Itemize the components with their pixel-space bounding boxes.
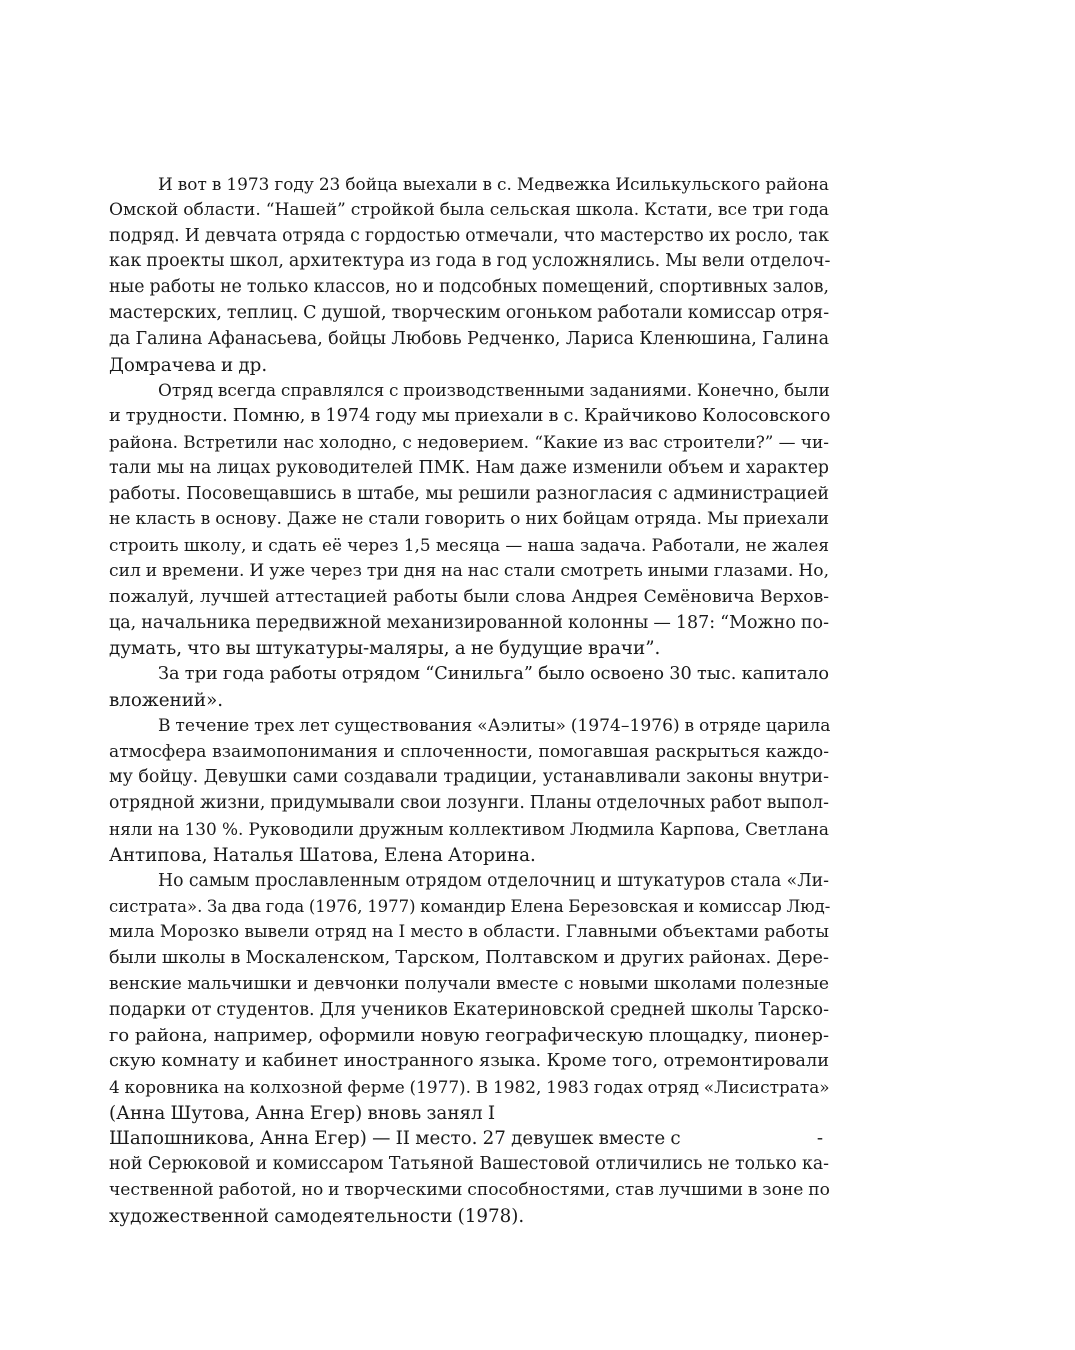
text-line-content: Шапошникова, Анна Егер) — II место. 27 девушек вместе с bbox=[109, 1128, 681, 1150]
text-line: работы. Посовещавшись в штабе, мы решили разногласия с администрацией bbox=[109, 483, 829, 504]
text-line: не класть в основу. Даже не стали говорить о них бойцам отряда. Мы приехали bbox=[109, 509, 829, 530]
text-line: Отряд всегда справлялся с производственными заданиями. Конечно, были bbox=[158, 380, 830, 401]
text-line: 4 коровника на колхозной ферме (1977). В 1982, 1983 годах отряд «Лисистрата» bbox=[109, 1076, 830, 1097]
paragraph-2 bbox=[109, 378, 829, 662]
text-line: венские мальчишки и девчонки получали вместе с новыми школами полезные bbox=[109, 973, 829, 994]
text-line: Домрачева и др. bbox=[109, 354, 268, 376]
text-line: ной Серюковой и комиссаром Татьяной Вашестовой отличились не только ка- bbox=[109, 1154, 829, 1175]
text-line: как проекты школ, архитектура из года в год усложнялись. Мы вели отделоч- bbox=[109, 251, 831, 272]
text-line: чественной работой, но и творческими способностями, став лучшими в зоне по bbox=[109, 1180, 830, 1201]
text-line: Омской области. “Нашей” стройкой была сельская школа. Кстати, все три года bbox=[109, 199, 829, 220]
text-line: мила Морозко вывели отряд на I место в области. Главными объектами работы bbox=[109, 922, 829, 943]
text-line: мастерских, теплиц. С душой, творческим огоньком работали комиссар отря- bbox=[109, 302, 830, 323]
paragraph-3 bbox=[109, 662, 829, 714]
text-line: За три года работы отрядом “Синильга” было освоено 30 тыс. капитало bbox=[158, 664, 829, 685]
text-line: подряд. И девчата отряда с гордостью отмечали, что мастерство их росло, так bbox=[109, 225, 829, 246]
paragraph-4 bbox=[109, 714, 829, 869]
text-line: тали мы на лицах руководителей ПМК. Нам даже изменили объем и характер bbox=[109, 457, 829, 478]
text-line: строить школу, и сдать её через 1,5 месяца — наша задача. Работали, не жалея bbox=[109, 535, 829, 556]
stray-hyphen: - bbox=[816, 1128, 823, 1150]
text-line: пожалуй, лучшей аттестацией работы были слова Андрея Семёновича Верхов- bbox=[109, 586, 829, 607]
text-line: были школы в Москаленском, Тарском, Полтавском и других районах. Дере- bbox=[109, 947, 829, 968]
text-line: И вот в 1973 году 23 бойца выехали в с. Медвежка Исилькульского района bbox=[158, 174, 829, 194]
text-line: сил и времени. И уже через три дня на нас стали смотреть иными глазами. Но, bbox=[109, 560, 829, 581]
text-line: вложений». bbox=[109, 689, 224, 711]
text-line: художественной самодеятельности (1978). bbox=[109, 1205, 525, 1227]
text-line: и трудности. Помню, в 1974 году мы приехали в с. Крайчиково Колосовского bbox=[109, 406, 831, 427]
text-line: ные работы не только классов, но и подсобных помещений, спортивных залов, bbox=[109, 277, 829, 298]
text-line: Антипова, Наталья Шатова, Елена Аторина. bbox=[109, 844, 536, 866]
text-line: (Анна Шутова, Анна Егер) вновь занял I bbox=[109, 1102, 496, 1124]
paragraph-5 bbox=[109, 869, 829, 1230]
text-line: атмосфера взаимопонимания и сплоченности, помогавшая раскрыться каждо- bbox=[109, 741, 829, 762]
text-line: района. Встретили нас холодно, с недоверием. “Какие из вас строители?” — чи- bbox=[109, 431, 829, 452]
text-line: го района, например, оформили новую географическую площадку, пионер- bbox=[109, 1025, 829, 1047]
text-line: систрата». За два года (1976, 1977) командир Елена Березовская и комиссар Люд- bbox=[109, 897, 831, 917]
text-line: В течение трех лет существования «Аэлиты» (1974–1976) в отряде царила bbox=[158, 715, 831, 736]
body-text bbox=[109, 172, 829, 1230]
text-line: няли на 130 %. Руководили дружным коллективом Людмила Карпова, Светлана bbox=[109, 818, 829, 839]
text-line: отрядной жизни, придумывали свои лозунги. Планы отделочных работ выпол- bbox=[109, 793, 829, 814]
text-line: ца, начальника передвижной механизированной колонны — 187: “Можно по- bbox=[109, 612, 829, 633]
text-line: да Галина Афанасьева, бойцы Любовь Редченко, Лариса Кленюшина, Галина bbox=[109, 328, 829, 349]
text-line bbox=[109, 1126, 829, 1152]
text-line: подарки от студентов. Для учеников Екатериновской средней школы Тарско- bbox=[109, 999, 829, 1020]
paragraph-1 bbox=[109, 172, 829, 378]
text-line: му бойцу. Девушки сами создавали традиции, устанавливали законы внутри- bbox=[109, 767, 829, 788]
text-line: Но самым прославленным отрядом отделочниц и штукатуров стала «Ли- bbox=[158, 870, 829, 891]
text-line: скую комнату и кабинет иностранного языка. Кроме того, отремонтировали bbox=[109, 1051, 829, 1072]
text-line: думать, что вы штукатуры-маляры, а не будущие врачи”. bbox=[109, 638, 661, 660]
